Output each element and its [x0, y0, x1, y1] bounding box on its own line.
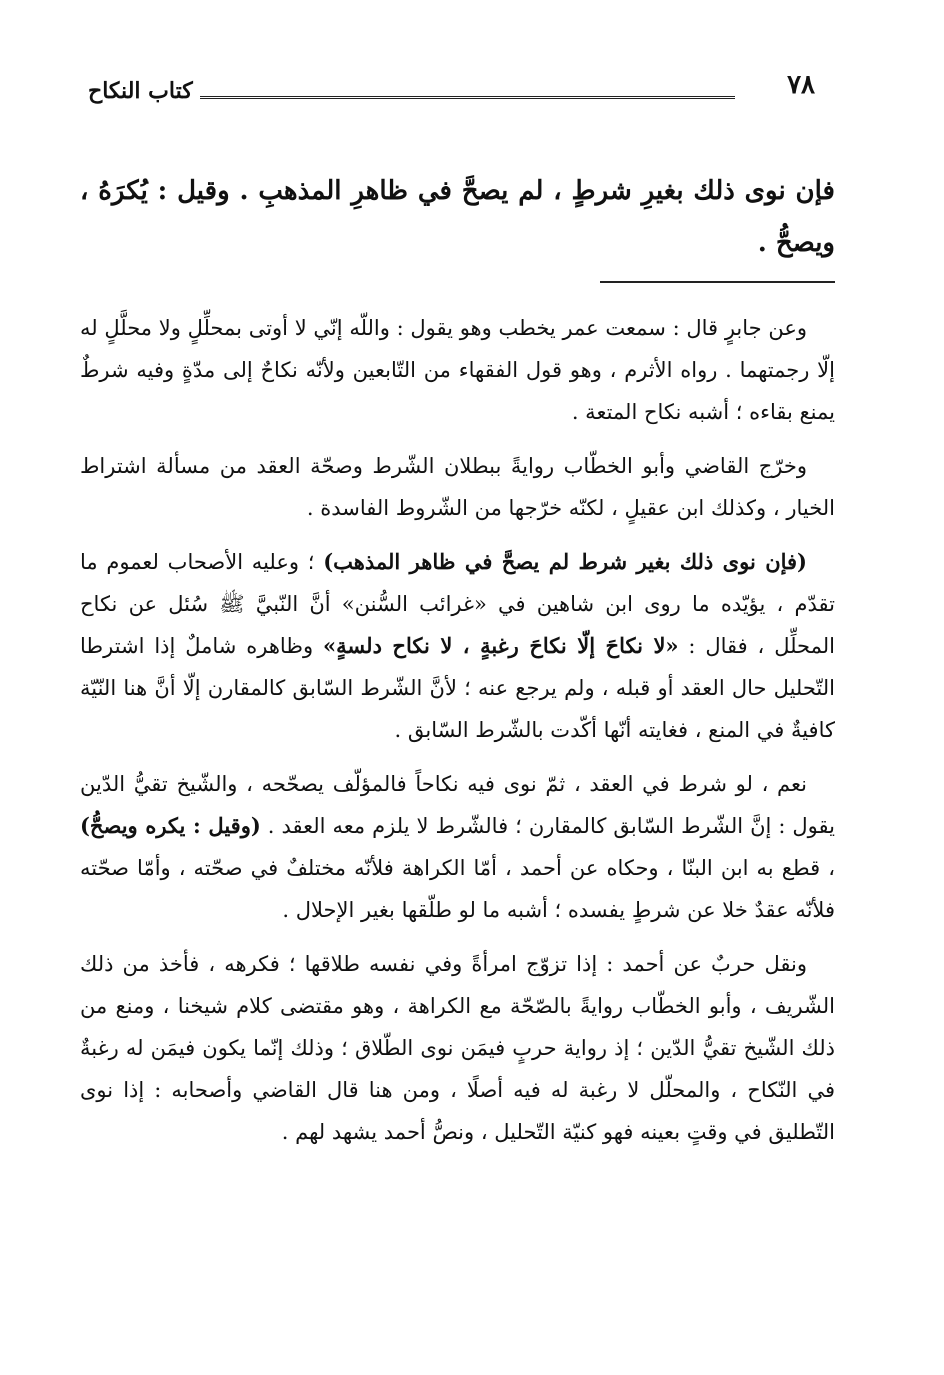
matn-divider [600, 281, 835, 283]
bold-quote: (فإن نوى ذلك بغير شرط لم يصحَّ في ظاهر المذهب) [323, 549, 807, 574]
commentary-paragraph [80, 943, 835, 1153]
bold-quote: (وقيل : يكره ويصحُّ) [80, 813, 261, 838]
paragraph-text: وعن جابرٍ قال : سمعت عمر يخطب وهو يقول : واللّه إنّي لا أوتى بمحلِّلٍ ولا محلَّلٍ له إلّا رجمتهما . رواه الأثرم ، وهو قول الفقهاء من التّابعين ولأنّه نكاحٌ إلى مدّةٍ وفيه شرطٌ يمنع بقاءه ؛ أشبه نكاح المتعة . [80, 316, 835, 424]
commentary-paragraph [80, 445, 835, 529]
document-page [80, 60, 835, 1165]
page-header [80, 60, 835, 120]
header-divider [200, 96, 735, 99]
commentary [80, 307, 835, 1153]
commentary-paragraph [80, 763, 835, 931]
paragraph-text: نعم ، لو شرط في العقد ، ثمّ نوى فيه نكاحاً فالمؤلّف يصحّحه ، والشّيخ تقيُّ الدّين يقول : إنَّ الشّرط السّابق كالمقارن ؛ فالشّرط لا يلزم معه العقد . [80, 772, 836, 838]
book-title: كتاب النكاح [88, 78, 193, 104]
paragraph-text: وظاهره شاملٌ إذا اشترطا التّحليل حال العقد أو قبله ، ولم يرجع عنه ؛ لأنَّ الشّرط السّابق كالمقارن إلّا أنَّ هنا النّيّة كافيةٌ في المنع ، فغايته أنّها أكّدت بالشّرط السّابق . [80, 634, 835, 742]
paragraph-text: ونقل حربٌ عن أحمد : إذا تزوّج امرأةً وفي نفسه طلاقها ؛ فكرهه ، فأخذ من ذلك الشّريف ، وأبو الخطّاب روايةً بالصّحّة مع الكراهة ، وهو مقتضى كلام شيخنا ، ومنع من ذلك الشّيخ تقيُّ الدّين ؛ إذ رواية حربٍ فيمَن نوى الطّلاق ؛ وذلك إنّما يكون فيمَن له رغبةٌ في النّكاح ، والمحلّل لا رغبة له فيه أصلًا ، ومن هنا قال القاضي وأصحابه : إذا نوى التّطليق في وقتٍ بعينه فهو كنيّة التّحليل ، ونصُّ أحمد يشهد لهم . [80, 952, 835, 1144]
bold-quote: «لا نكاحَ إلّا نكاحَ رغبةٍ ، لا نكاح دلسةٍ» [323, 633, 679, 658]
page-number: ٧٨ [787, 70, 815, 100]
paragraph-text: ، قطع به ابن البنّا ، وحكاه عن أحمد ، أمّا الكراهة فلأنّه مختلفٌ في صحّته ، وأمّا صحّته فلأنّه عقدٌ خلا عن شرطٍ يفسده ؛ أشبه ما لو طلّقها بغير الإحلال . [80, 856, 835, 922]
paragraph-text: ؛ وعليه الأصحاب لعموم ما تقدّم ، يؤيّده ما روى ابن شاهين في «غرائب السُّنن» أنَّ النّبيَّ ﷺ سُئل عن نكاح المحلِّل ، فقال : [80, 550, 835, 658]
commentary-paragraph [80, 541, 835, 751]
commentary-paragraph [80, 307, 835, 433]
paragraph-text: وخرّج القاضي وأبو الخطّاب روايةً ببطلان الشّرط وصحّة العقد من مسألة اشتراط الخيار ، وكذلك ابن عقيلٍ ، لكنّه خرّجها من الشّروط الفاسدة . [80, 454, 835, 520]
matn-text: فإن نوى ذلك بغيرِ شرطٍ ، لم يصحَّ في ظاهرِ المذهبِ . وقيل : يُكرَهُ ، ويصحُّ . [80, 176, 835, 258]
